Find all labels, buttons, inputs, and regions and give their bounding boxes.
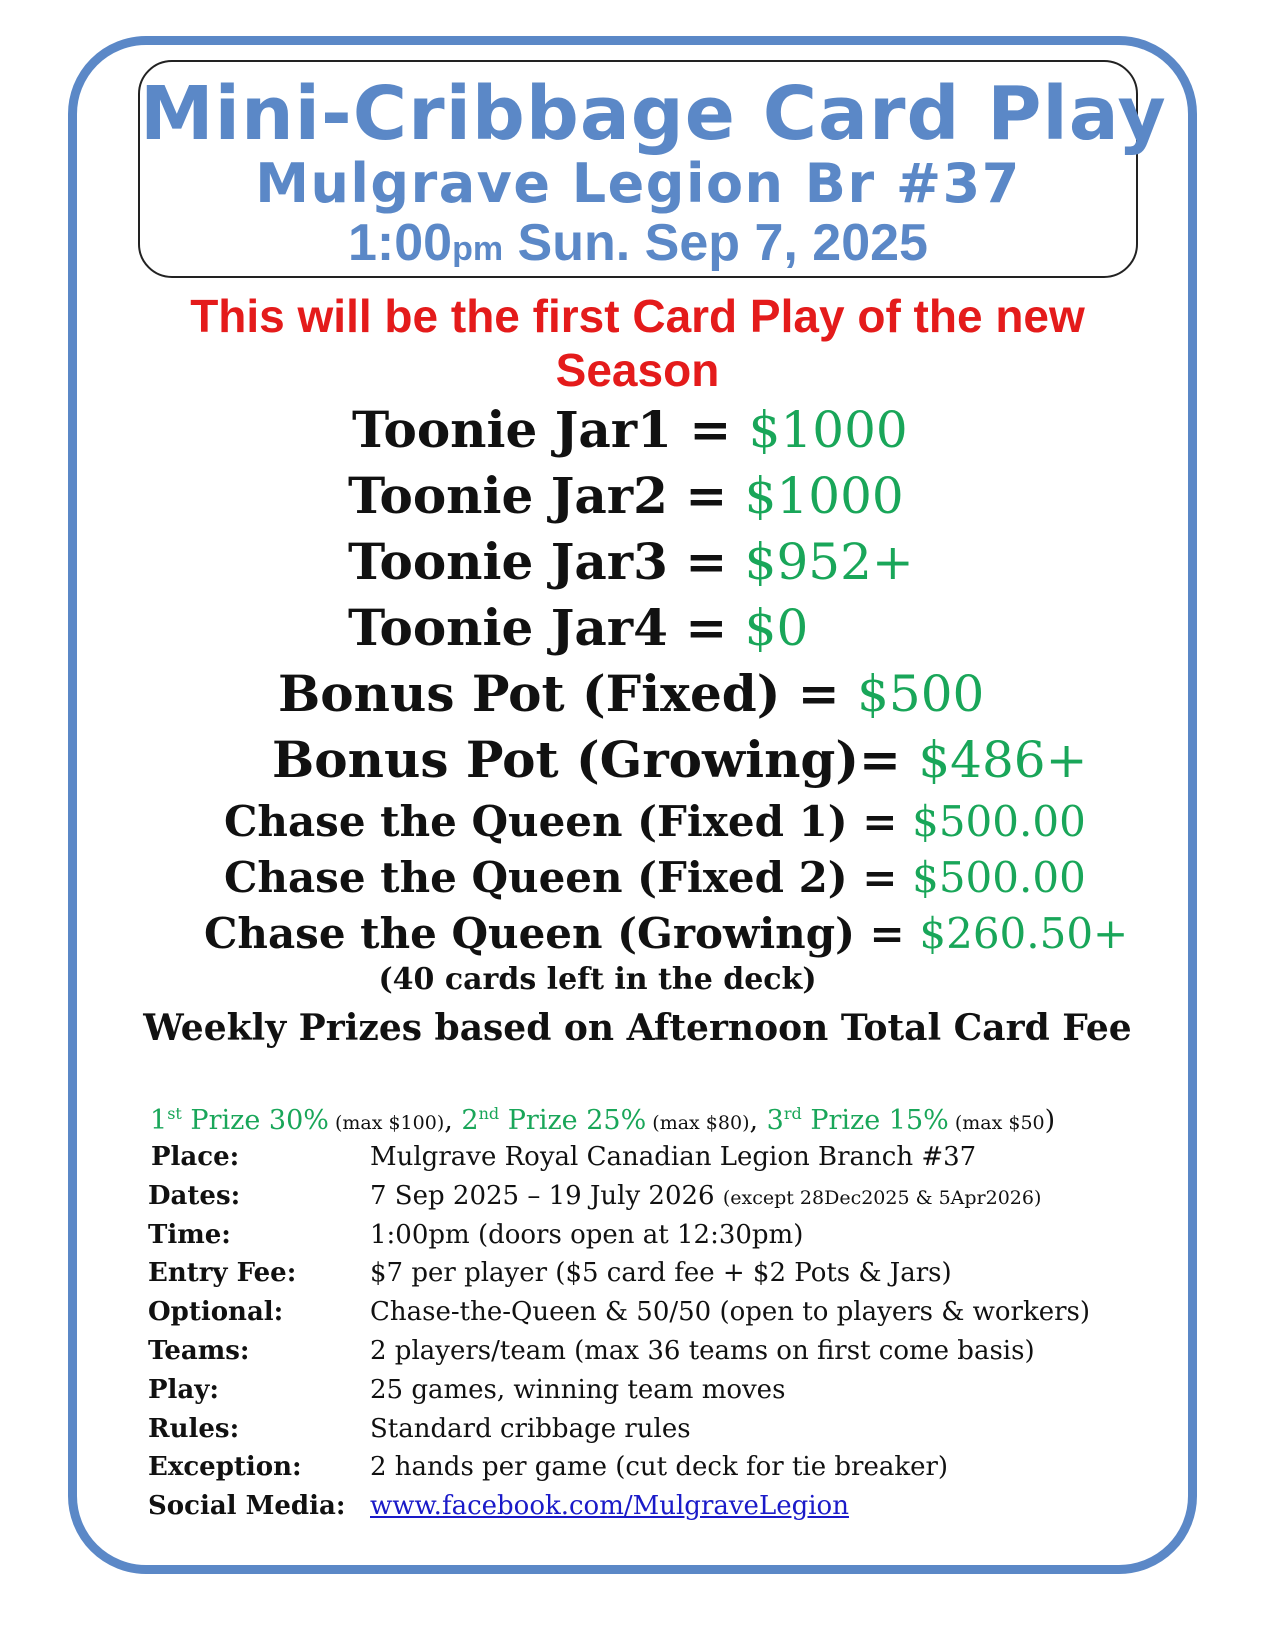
detail-label: Time: (148, 1219, 231, 1250)
second-prize-max: (max $80) (646, 1112, 750, 1134)
detail-label: Exception: (148, 1452, 302, 1483)
pot-label: Bonus Pot (Fixed) = (278, 664, 858, 723)
pot-amount: $1000 (744, 467, 904, 525)
pot-amount: $0 (744, 599, 809, 657)
pot-row (348, 466, 904, 526)
announcement-line-1: This will be the first Card Play of the new (190, 290, 1085, 342)
pot-label: Bonus Pot (Growing)= (272, 730, 919, 789)
pot-label: Toonie Jar1 = (352, 400, 749, 459)
detail-label: Play: (148, 1374, 219, 1405)
announcement-line-2: Season (555, 344, 720, 396)
pot-row (272, 730, 1087, 790)
pot-amount: $500 (857, 665, 985, 723)
pot-label: Toonie Jar2 = (348, 466, 745, 525)
detail-value: 2 players/team (max 36 teams on first come basis) (370, 1335, 1035, 1366)
pot-row (224, 852, 1086, 904)
prize-separator: , (749, 1105, 767, 1136)
detail-label: Social Media: (148, 1491, 346, 1522)
pot-label: Toonie Jar4 = (348, 598, 745, 657)
event-date: Sun. Sep 7, 2025 (503, 214, 928, 272)
detail-value: 1:00pm (doors open at 12:30pm) (370, 1219, 804, 1250)
first-prize: 1st Prize 30% (150, 1104, 329, 1136)
detail-label: Dates: (148, 1180, 241, 1211)
detail-label: Rules: (148, 1413, 240, 1444)
detail-value: 7 Sep 2025 – 19 July 2026 (except 28Dec2025 & 5Apr2026) (370, 1180, 1042, 1211)
weekly-prizes-heading: Weekly Prizes based on Afternoon Total Card Fee (143, 1007, 1132, 1049)
prize-close: ) (1044, 1105, 1056, 1136)
pot-amount: $952+ (744, 533, 914, 591)
second-prize: 2nd Prize 25% (461, 1104, 647, 1136)
pot-amount: $500.00 (912, 853, 1086, 902)
event-time-suffix: pm (452, 230, 504, 268)
detail-value: Mulgrave Royal Canadian Legion Branch #37 (370, 1142, 977, 1172)
pot-label: Chase the Queen (Fixed 2) = (224, 853, 913, 902)
pot-label: Chase the Queen (Growing) = (204, 909, 920, 958)
detail-value: Chase-the-Queen & 50/50 (open to players & workers) (370, 1297, 1091, 1328)
detail-value: $7 per player ($5 card fee + $2 Pots & Jars) (370, 1258, 952, 1289)
pot-row (204, 908, 1128, 960)
first-prize-max: (max $100) (328, 1112, 445, 1134)
pot-row (352, 400, 908, 460)
detail-value: 2 hands per game (cut deck for tie breaker) (370, 1452, 949, 1483)
pot-amount: $260.50+ (919, 909, 1129, 958)
pot-row (348, 532, 914, 592)
detail-label: Place: (151, 1142, 240, 1172)
prize-separator: , (444, 1105, 462, 1136)
event-time: 1:00 (348, 214, 453, 272)
pot-label: Toonie Jar3 = (348, 532, 745, 591)
deck-note: (40 cards left in the deck) (378, 962, 817, 997)
pot-amount: $486+ (918, 731, 1088, 789)
detail-label: Entry Fee: (148, 1258, 297, 1289)
detail-label: Teams: (148, 1335, 250, 1366)
third-prize-max: (max $50 (948, 1112, 1045, 1134)
third-prize: 3rd Prize 15% (766, 1104, 949, 1136)
facebook-link[interactable]: www.facebook.com/MulgraveLegion (370, 1491, 849, 1522)
dates-exception: (except 28Dec2025 & 5Apr2026) (722, 1186, 1042, 1209)
pot-row (348, 598, 808, 658)
pot-row (278, 664, 984, 724)
detail-value: 25 games, winning team moves (370, 1374, 786, 1405)
detail-value: Standard cribbage rules (370, 1413, 691, 1444)
detail-value (370, 1487, 849, 1525)
pot-label: Chase the Queen (Fixed 1) = (224, 797, 913, 846)
venue-subtitle: Mulgrave Legion Br #37 (255, 152, 1021, 215)
pot-amount: $1000 (748, 401, 908, 459)
detail-label: Optional: (148, 1297, 284, 1328)
page-title: Mini-Cribbage Card Play (140, 71, 1167, 157)
prize-breakdown (150, 1096, 1150, 1141)
pot-amount: $500.00 (912, 797, 1086, 846)
pot-row (224, 796, 1086, 848)
event-datetime (140, 214, 1136, 278)
title-box (138, 60, 1167, 278)
